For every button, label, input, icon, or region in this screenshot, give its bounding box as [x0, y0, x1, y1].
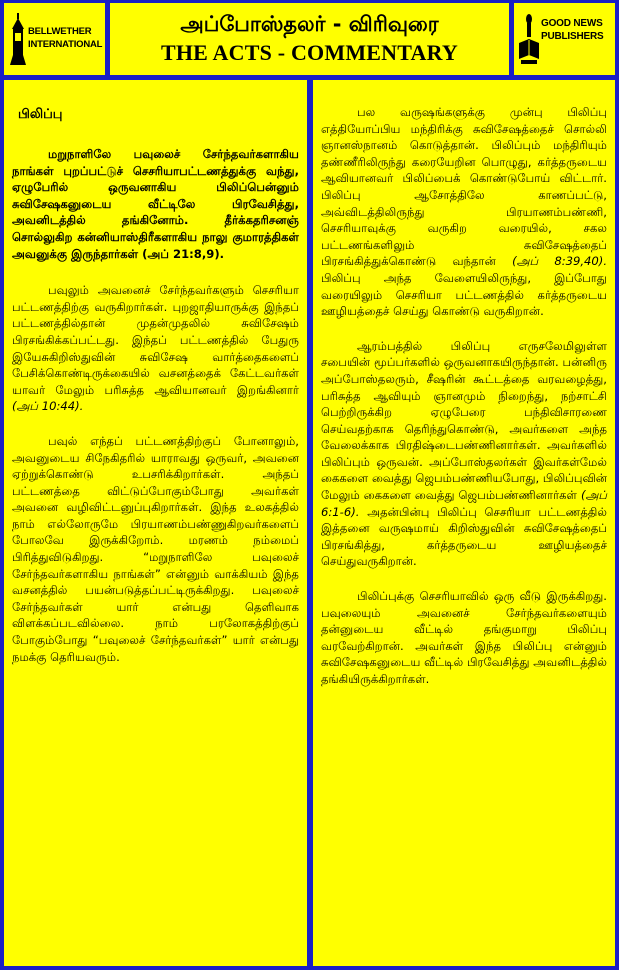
logo-right-line1: GOOD NEWS: [541, 18, 603, 29]
paragraph: [321, 104, 607, 320]
paragraph-text: பல வருஷங்களுக்கு முன்பு பிலிப்பு எத்தியோப்பிய மந்திரிக்கு சுவிசேஷத்தைச் சொல்லி ஞானஸ்நானம் கொடுத்தான். பிலிப்பும் மந்திரியும் தண்ணீரிலிருந்து கரையேறின பொழுது, கர்த்தருடைய ஆவியானவர் பிலிப்பைக் கொண்டுபோய் விட்டார். பிலிப்பு ஆசோத்திலே காணப்பட்டு, அவ்விடத்திலிருந்து பிரயாணம்பண்ணி, செசரியாவுக்கு வருகிற வரையில், சகல பட்டணங்களிலும் சுவிசேஷத்தைப் பிரசங்கித்துக்கொண்டு வந்தான்: [321, 105, 607, 269]
page-title-english: THE ACTS - COMMENTARY: [161, 40, 458, 65]
logo-left-sub: INTERNATIONAL: [28, 39, 103, 50]
publisher-logo-left: [4, 3, 105, 75]
logo-left-name: BELLWETHER: [28, 26, 92, 37]
title-banner: [110, 3, 509, 75]
paragraph-text: பவுல் எந்தப் பட்டணத்திற்குப் போனாலும், அவனுடைய சிநேகிதரில் யாராவது ஒருவர், அவனை ஏற்றுக்கொண்டு உபசரிக்கிறார்கள். அந்தப் பட்டணத்தை விட்டுப்போகும்போது அவர்கள் அவனை வழிவிட்டனுப்புகிறார்கள். இந்த உலகத்தில் நாம் எல்லோருமே பிரயாணம்பண்ணுகிறவர்களைப் போலவே இருக்கிறோம். மரணம் நம்மைப் பிரித்துவிடுகிறது. “மறுநாளிலே பவுலைச் சேர்ந்தவர்களாகிய நாங்கள்” என்னும் வாக்கியம் இந்த வசனத்தில் பயன்படுத்தப்பட்டிருக்கிறது. பவுலைச் சேர்ந்தவர்கள் யார் என்பது தெளிவாக விளக்கப்படவில்லை. நாம் பரலோகத்திற்குப் போகும்போது “பவுலைச் சேர்ந்தவர்கள்” யார் என்பது நமக்கு தெரியவரும்.: [12, 433, 299, 664]
quote-text: மறுநாளிலே பவுலைச் சேர்ந்தவர்களாகிய நாங்கள் புறப்பட்டுச் செசரியாபட்டணத்துக்கு வந்து, ஏழுபேரில் ஒருவனாகிய பிலிப்பென்னும் சுவிசேஷகனுடைய வீட்டிலே பிரவேசித்து, அவனிடத்தில் தங்கினோம். தீர்க்கதரிசனஞ் சொல்லுகிற கன்னியாஸ்திரீகளாகிய நாலு குமாரத்திகள் அவனுக்கு இருந்தார்கள்: [12, 147, 299, 261]
scripture-quote: [12, 146, 299, 262]
left-column: [4, 80, 307, 966]
paragraph: [321, 338, 607, 570]
section-heading: பிலிப்பு: [18, 107, 63, 122]
publisher-logo-right: [514, 3, 615, 75]
scripture-reference: (அப் 6:1-6).: [321, 488, 608, 519]
paragraph-text: பிலிப்பு அந்த வேளையிலிருந்து, இப்போது வரையிலும் செசரியா பட்டணத்தில் கர்த்தருடைய ஊழியத்தைச் செய்து கொண்டு வருகிறான்.: [321, 270, 607, 319]
paragraph-text: ஆரம்பத்தில் பிலிப்பு எருசலேமிலுள்ள சபையின் மூப்பர்களில் ஒருவனாகயிருந்தான். பன்னிரு அப்போஸ்தலரும், சீஷரின் கூட்டத்தை வரவழைத்து, பரிசுத்த ஆவியும் ஞானமும் நிறைந்து, நற்சாட்சி பெற்றிருக்கிற ஏழுபேரை பந்திவிசாரணை செய்வதற்காக தெரிந்துகொண்டு, அவர்களை அந்த வேலைக்காக பிரதிஷ்டைபண்ணினார்கள். அவர்களில் பிலிப்பும் ஒருவன். அப்போஸ்தலர்கள் இவர்கள்மேல் கைகளை வைத்து ஜெபம்பண்ணியபோது, பிலிப்புவின் மேலும் கைகளை வைத்து ஜெபம்பண்ணினார்கள்: [321, 338, 607, 503]
paragraph: [321, 588, 607, 688]
good-news-logo: [518, 13, 612, 67]
scripture-reference: (அப் 10:44).: [12, 399, 84, 414]
paragraph-text: அதன்பின்பு பிலிப்பு செசரியா பட்டணத்தில் இத்தனை வருஷமாய் கிறிஸ்துவின் சுவிசேஷத்தைப் பிரசங்கித்து, கர்த்தருடைய ஊழியத்தைச் செய்துவருகிறான்.: [321, 504, 607, 569]
quote-reference: (அப் 21:8,9).: [142, 246, 225, 261]
paragraph-text: பவுலும் அவனைச் சேர்ந்தவர்களும் செசரியா பட்டணத்திற்கு வருகிறார்கள். புறஜாதியாருக்கு இந்தப் பட்டணத்தில்தான் முதன்முதலில் சுவிசேஷம் பிரசங்கிக்கப்பட்டது. இந்தப் பட்டணத்தில் பேதுரு இயேசுகிறிஸ்துவின் சுவிசேஷ வார்த்தைகளைப் பேசிக்கொண்டிருக்கையில் வசனத்தைக் கேட்டவர்கள் யாவர் மேலும் பரிசுத்த ஆவியானவர் இறங்கினார்: [12, 283, 299, 397]
book-lamp-icon: [518, 13, 540, 65]
bellwether-logo: [8, 13, 102, 67]
right-column: [313, 80, 615, 966]
paragraph-text: பிலிப்புக்கு செசரியாவில் ஒரு வீடு இருக்கிறது. பவுலையும் அவனைச் சேர்ந்தவர்களையும் தன்னுடைய வீட்டில் தங்குமாறு பிலிப்பு வரவேற்கிறான். அவர்கள் இந்த பிலிப்பு என்னும் சுவிசேஷகனுடைய வீட்டில் பிரவேசித்து அவனிடத்தில் தங்கியிருக்கிறார்கள்.: [321, 589, 607, 686]
page-title-tamil: அப்போஸ்தலர் - விரிவுரை: [180, 12, 439, 36]
bell-tower-icon: [8, 13, 30, 65]
paragraph: [12, 282, 299, 415]
paragraph: [12, 433, 299, 665]
logo-right-line2: PUBLISHERS: [541, 31, 604, 42]
scripture-reference: (அப் 8:39,40).: [512, 254, 608, 269]
